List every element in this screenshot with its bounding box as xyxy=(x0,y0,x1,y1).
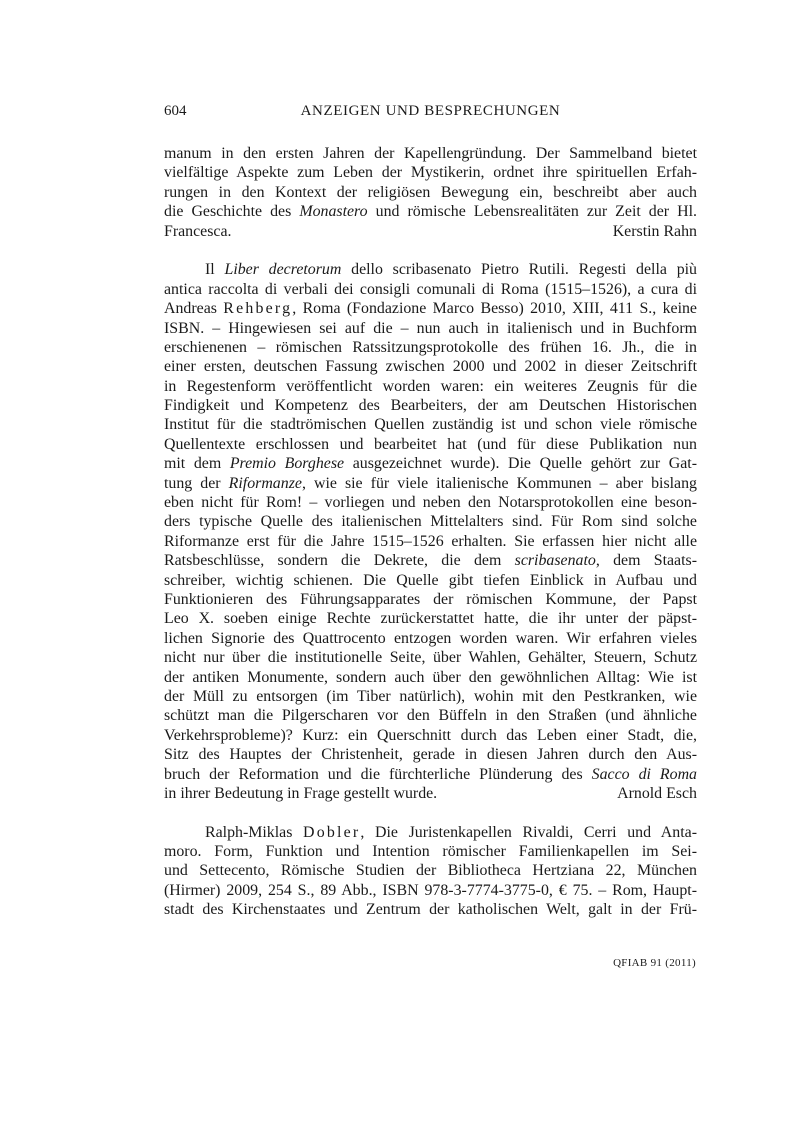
text-line: Francesca. xyxy=(164,222,232,240)
text-line: Il Liber decretorum dello scribasenato Pietro Rutili. Regesti della più xyxy=(205,261,698,279)
signature-line xyxy=(164,222,697,241)
running-head: ANZEIGEN UND BESPRECHUNGEN xyxy=(300,103,561,119)
text-line: schützt man die Pilgerscharen vor den Büffeln in den Straßen (und ähnliche xyxy=(164,707,697,725)
text-line: Funktionieren des Führungsapparates der römischen Kommune, der Papst xyxy=(164,590,697,608)
text-line: erschienenen – römischen Ratssitzungsprotokolle des frühen 16. Jh., die in xyxy=(164,338,697,356)
text-line: Findigkeit und Kompetenz des Bearbeiters, der am Deutschen Historischen xyxy=(164,397,697,415)
text-line: vielfältige Aspekte zum Leben der Mystikerin, ordnet ihre spirituellen Erfah- xyxy=(164,164,697,182)
text-line: einer ersten, deutschen Fassung zwischen 2000 und 2002 in dieser Zeitschrift xyxy=(164,358,697,376)
text-line: die Geschichte des Monastero und römische Lebensrealitäten zur Zeit der Hl. xyxy=(164,203,698,221)
text-line: nicht nur über die institutionelle Seite, über Wahlen, Gehälter, Steuern, Schutz xyxy=(164,649,697,667)
text-line: schreiber, wichtig schienen. Die Quelle gibt tiefen Einblick in Aufbau und xyxy=(164,571,697,589)
text-line: Sitz des Hauptes der Christenheit, gerade in diesen Jahren durch den Aus- xyxy=(164,746,697,764)
text-line: rungen in den Kontext der religiösen Bewegung ein, beschreibt aber auch xyxy=(164,183,697,201)
page xyxy=(164,100,697,920)
italic-title: Monastero xyxy=(299,203,368,221)
italic-term: scribasenato xyxy=(514,552,596,570)
text-line: bruch der Reformation und die fürchterliche Plünderung des Sacco di Roma xyxy=(164,765,697,783)
page-header xyxy=(164,100,697,122)
text-line: der Müll zu entsorgen (im Tiber natürlich), wohin mit den Pestkranken, wie xyxy=(164,687,697,705)
text-line: (Hirmer) 2009, 254 S., 89 Abb., ISBN 978-3-7774-3775-0, € 75. – Rom, Haupt- xyxy=(164,881,697,899)
text-line: und Settecento, Römische Studien der Bibliotheca Hertziana 22, München xyxy=(164,862,697,880)
italic-term: Riformanze xyxy=(228,474,302,492)
review-arnold-esch xyxy=(164,260,697,803)
text-line: mit dem Premio Borghese ausgezeichnet wurde). Die Quelle gehört zur Gat- xyxy=(164,455,697,473)
text-line: tung der Riformanze, wie sie für viele italienische Kommunen – aber bislang xyxy=(164,474,697,492)
journal-footer: QFIAB 91 (2011) xyxy=(613,957,696,969)
reviewer-name: Kerstin Rahn xyxy=(612,222,697,240)
author-name: Dobler xyxy=(303,823,361,841)
text-line: antica raccolta di verbali dei consigli comunali di Roma (1515–1526), a cura di xyxy=(164,280,697,298)
text-line: Andreas Rehberg, Roma (Fondazione Marco Besso) 2010, XIII, 411 S., keine xyxy=(164,300,697,318)
text-line: ders typische Quelle des italienischen Mittelalters sind. Für Rom sind solche xyxy=(164,513,697,531)
text-line: in Regestenform veröffentlicht worden waren: ein weiteres Zeugnis für die xyxy=(164,377,697,395)
text-line: manum in den ersten Jahren der Kapellengründung. Der Sammelband bietet xyxy=(164,145,697,162)
text-line: Institut für die stadtrömischen Quellen zuständig ist und schon viele römische xyxy=(164,416,697,434)
text-block xyxy=(164,144,697,920)
text-line: stadt des Kirchenstaates und Zentrum der katholischen Welt, galt in der Frü- xyxy=(164,901,697,919)
text-line: eben nicht für Rom! – vorliegen und neben den Notarsprotokollen eine beson- xyxy=(164,494,697,512)
text-line: ISBN. – Hingewiesen sei auf die – nun auch in italienisch und in Buchform xyxy=(164,319,697,337)
italic-term: Sacco di Roma xyxy=(591,765,697,783)
author-name: Rehberg xyxy=(223,300,293,318)
text-line: lichen Signorie des Quattrocento entzogen worden waren. Wir erfahren vieles xyxy=(164,629,697,647)
text-line: Ratsbeschlüsse, sondern die Dekrete, die dem scribasenato, dem Staats- xyxy=(164,552,698,570)
text-line: der antiken Monumente, sondern auch über den gewöhnlichen Alltag: Wie ist xyxy=(164,668,697,686)
italic-term: Premio Borghese xyxy=(229,455,345,473)
review-kerstin-rahn xyxy=(164,144,697,241)
page-number: 604 xyxy=(164,103,187,119)
signature-line xyxy=(164,784,697,803)
text-line: Ralph-Miklas Dobler, Die Juristenkapellen Rivaldi, Cerri und Anta- xyxy=(205,823,697,841)
text-line: Riformanze erst für die Jahre 1515–1526 erhalten. Sie erfassen hier nicht alle xyxy=(164,532,697,550)
text-line: moro. Form, Funktion und Intention römischer Familienkapellen im Sei- xyxy=(164,843,697,861)
reviewer-name: Arnold Esch xyxy=(617,784,697,802)
italic-title: Liber decretorum xyxy=(224,261,342,279)
text-line: Verkehrsprobleme)? Kurz: ein Querschnitt durch das Leben einer Stadt, die, xyxy=(164,726,697,744)
text-line: Quellentexte erschlossen und bearbeitet hat (und für diese Publikation nun xyxy=(164,435,697,453)
text-line: in ihrer Bedeutung in Frage gestellt wurde. xyxy=(164,784,438,802)
text-line: Leo X. soeben einige Rechte zurückerstattet hatte, die ihr unter der päpst- xyxy=(164,610,697,628)
review-dobler xyxy=(164,823,697,920)
